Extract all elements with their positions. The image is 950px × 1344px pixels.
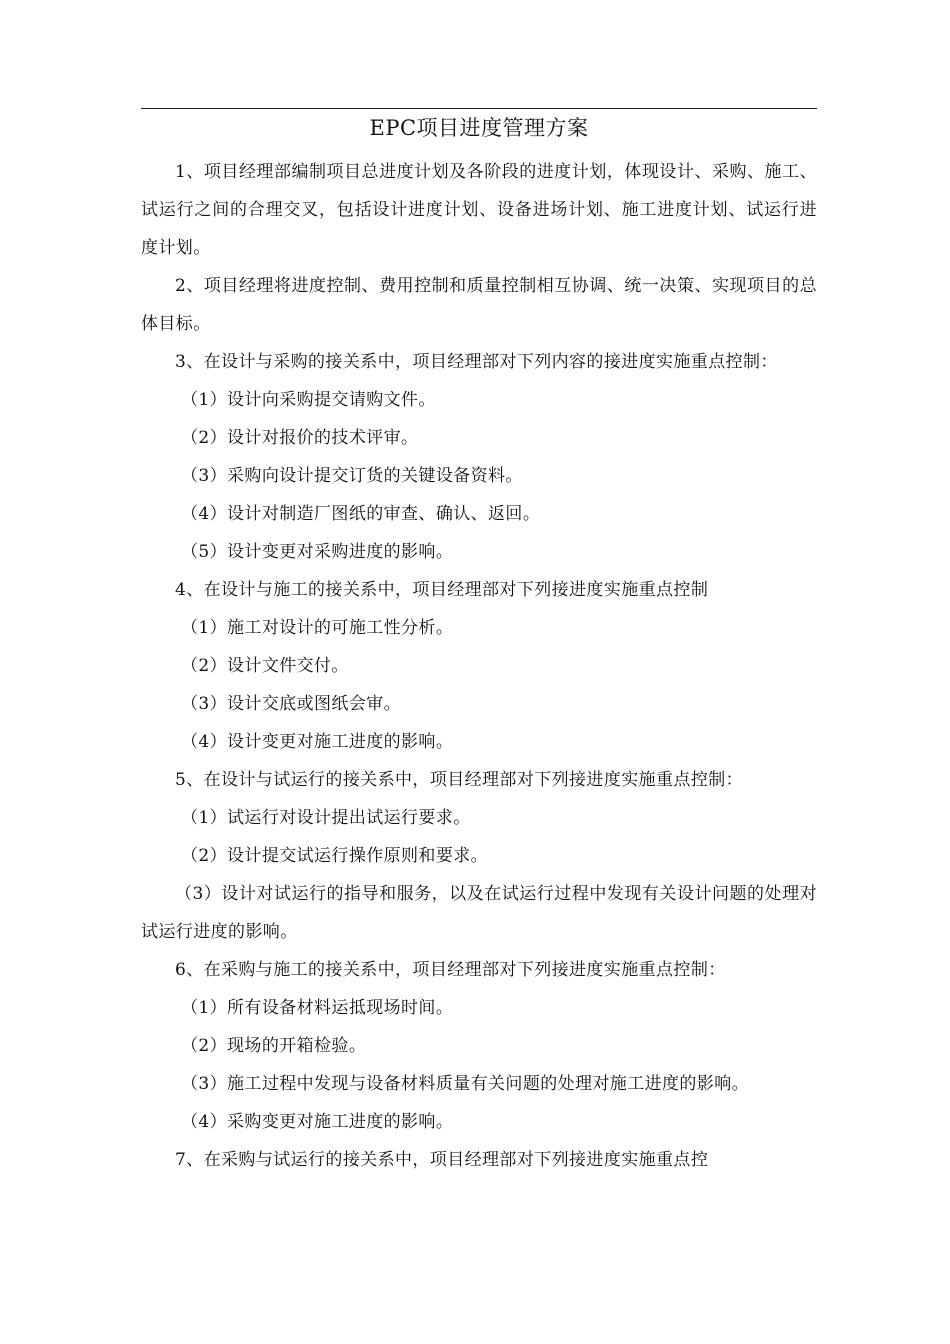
list-item: （2）设计对报价的技术评审。	[181, 428, 419, 448]
document-body	[141, 153, 817, 1179]
list-item: （1）所有设备材料运抵现场时间。	[181, 998, 454, 1018]
paragraph: 5、在设计与试运行的接关系中，项目经理部对下列接进度实施重点控制：	[175, 770, 744, 790]
list-item: （3）施工过程中发现与设备材料质量有关问题的处理对施工进度的影响。	[181, 1074, 750, 1094]
document-title: EPC项目进度管理方案	[369, 116, 589, 140]
list-item: （3）采购向设计提交订货的关键设备资料。	[181, 466, 523, 486]
list-item: （2）现场的开箱检验。	[181, 1036, 367, 1056]
paragraph: 1、项目经理部编制项目总进度计划及各阶段的进度计划，体现设计、采购、施工、试运行之间的合理交叉，包括设计进度计划、设备进场计划、施工进度计划、试运行进度计划。	[141, 162, 817, 258]
paragraph: 4、在设计与施工的接关系中，项目经理部对下列接进度实施重点控制	[175, 580, 709, 600]
list-item: （5）设计变更对采购进度的影响。	[181, 542, 454, 562]
list-item: （1）试运行对设计提出试运行要求。	[181, 808, 471, 828]
paragraph: 3、在设计与采购的接关系中，项目经理部对下列内容的接进度实施重点控制：	[175, 352, 778, 372]
paragraph: 7、在采购与试运行的接关系中，项目经理部对下列接进度实施重点控	[175, 1150, 709, 1170]
list-item: （2）设计文件交付。	[181, 656, 349, 676]
list-item: （4）设计对制造厂图纸的审查、确认、返回。	[181, 504, 541, 524]
header-rule	[141, 108, 817, 109]
list-item: （2）设计提交试运行操作原则和要求。	[181, 846, 489, 866]
paragraph: 6、在采购与施工的接关系中，项目经理部对下列接进度实施重点控制：	[175, 960, 726, 980]
list-item: （4）设计变更对施工进度的影响。	[181, 732, 454, 752]
list-item: （1）施工对设计的可施工性分析。	[181, 618, 454, 638]
paragraph: 2、项目经理将进度控制、费用控制和质量控制相互协调、统一决策、实现项目的总体目标。	[141, 276, 817, 334]
list-item: （1）设计向采购提交请购文件。	[181, 390, 436, 410]
list-item: （3）设计对试运行的指导和服务，以及在试运行过程中发现有关设计问题的处理对试运行进度的影响。	[141, 884, 817, 942]
list-item: （4）采购变更对施工进度的影响。	[181, 1112, 454, 1132]
list-item: （3）设计交底或图纸会审。	[181, 694, 402, 714]
